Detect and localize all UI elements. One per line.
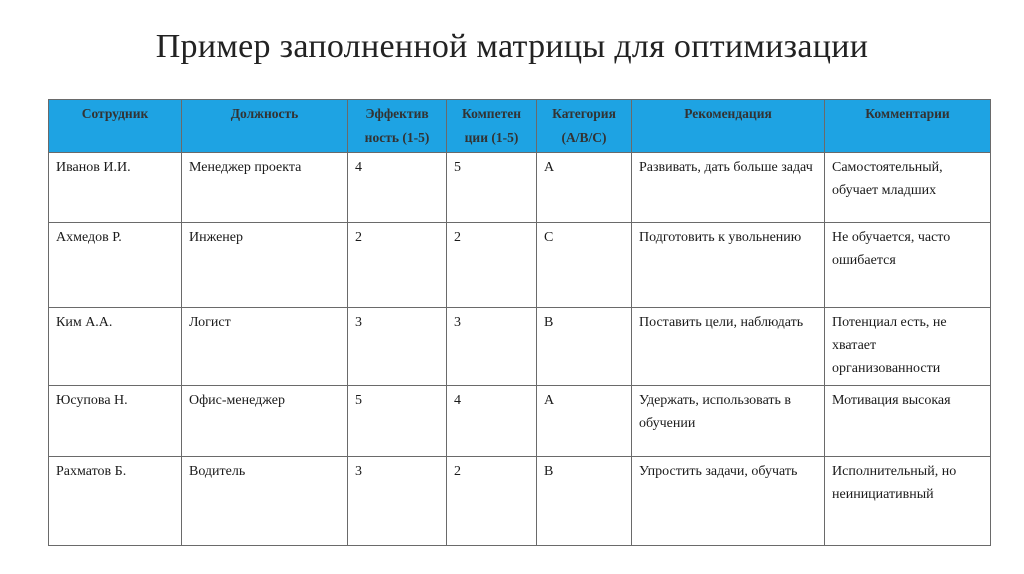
cell-position: Водитель <box>182 457 348 546</box>
cell-employee: Ким А.А. <box>49 308 182 386</box>
header-position: Должность <box>182 100 348 153</box>
cell-efficiency: 3 <box>348 308 447 386</box>
table-row <box>49 223 991 308</box>
cell-employee: Юсупова Н. <box>49 386 182 457</box>
cell-employee: Ахмедов Р. <box>49 223 182 308</box>
cell-efficiency: 2 <box>348 223 447 308</box>
cell-position: Инженер <box>182 223 348 308</box>
cell-comments: Исполнительный, но неинициативный <box>825 457 991 546</box>
cell-comments: Мотивация высокая <box>825 386 991 457</box>
slide-title: Пример заполненной матрицы для оптимизации <box>155 28 869 65</box>
cell-position: Логист <box>182 308 348 386</box>
header-efficiency: Эффектив ность (1-5) <box>348 100 447 153</box>
cell-employee: Рахматов Б. <box>49 457 182 546</box>
cell-category: C <box>537 223 632 308</box>
cell-efficiency: 3 <box>348 457 447 546</box>
cell-recommendation: Упростить задачи, обучать <box>632 457 825 546</box>
cell-position: Менеджер проекта <box>182 153 348 223</box>
table-row <box>49 386 991 457</box>
cell-recommendation: Поставить цели, наблюдать <box>632 308 825 386</box>
cell-comments: Не обучается, часто ошибается <box>825 223 991 308</box>
cell-comments: Потенциал есть, не хватает организованности <box>825 308 991 386</box>
table-row <box>49 153 991 223</box>
cell-competencies: 2 <box>447 223 537 308</box>
header-category: Категория (A/B/C) <box>537 100 632 153</box>
optimization-matrix-table <box>48 99 991 546</box>
cell-efficiency: 4 <box>348 153 447 223</box>
cell-competencies: 5 <box>447 153 537 223</box>
cell-employee: Иванов И.И. <box>49 153 182 223</box>
cell-recommendation: Удержать, использовать в обучении <box>632 386 825 457</box>
table-row <box>49 457 991 546</box>
cell-competencies: 3 <box>447 308 537 386</box>
cell-comments: Самостоятельный, обучает младших <box>825 153 991 223</box>
cell-position: Офис-менеджер <box>182 386 348 457</box>
header-recommendation: Рекомендация <box>632 100 825 153</box>
cell-category: B <box>537 457 632 546</box>
cell-category: A <box>537 386 632 457</box>
cell-category: B <box>537 308 632 386</box>
cell-competencies: 4 <box>447 386 537 457</box>
header-competencies: Компетен ции (1-5) <box>447 100 537 153</box>
cell-competencies: 2 <box>447 457 537 546</box>
table-header-row <box>49 100 991 153</box>
header-comments: Комментарии <box>825 100 991 153</box>
header-employee: Сотрудник <box>49 100 182 153</box>
cell-category: A <box>537 153 632 223</box>
cell-recommendation: Подготовить к увольнению <box>632 223 825 308</box>
cell-efficiency: 5 <box>348 386 447 457</box>
table-row <box>49 308 991 386</box>
cell-recommendation: Развивать, дать больше задач <box>632 153 825 223</box>
